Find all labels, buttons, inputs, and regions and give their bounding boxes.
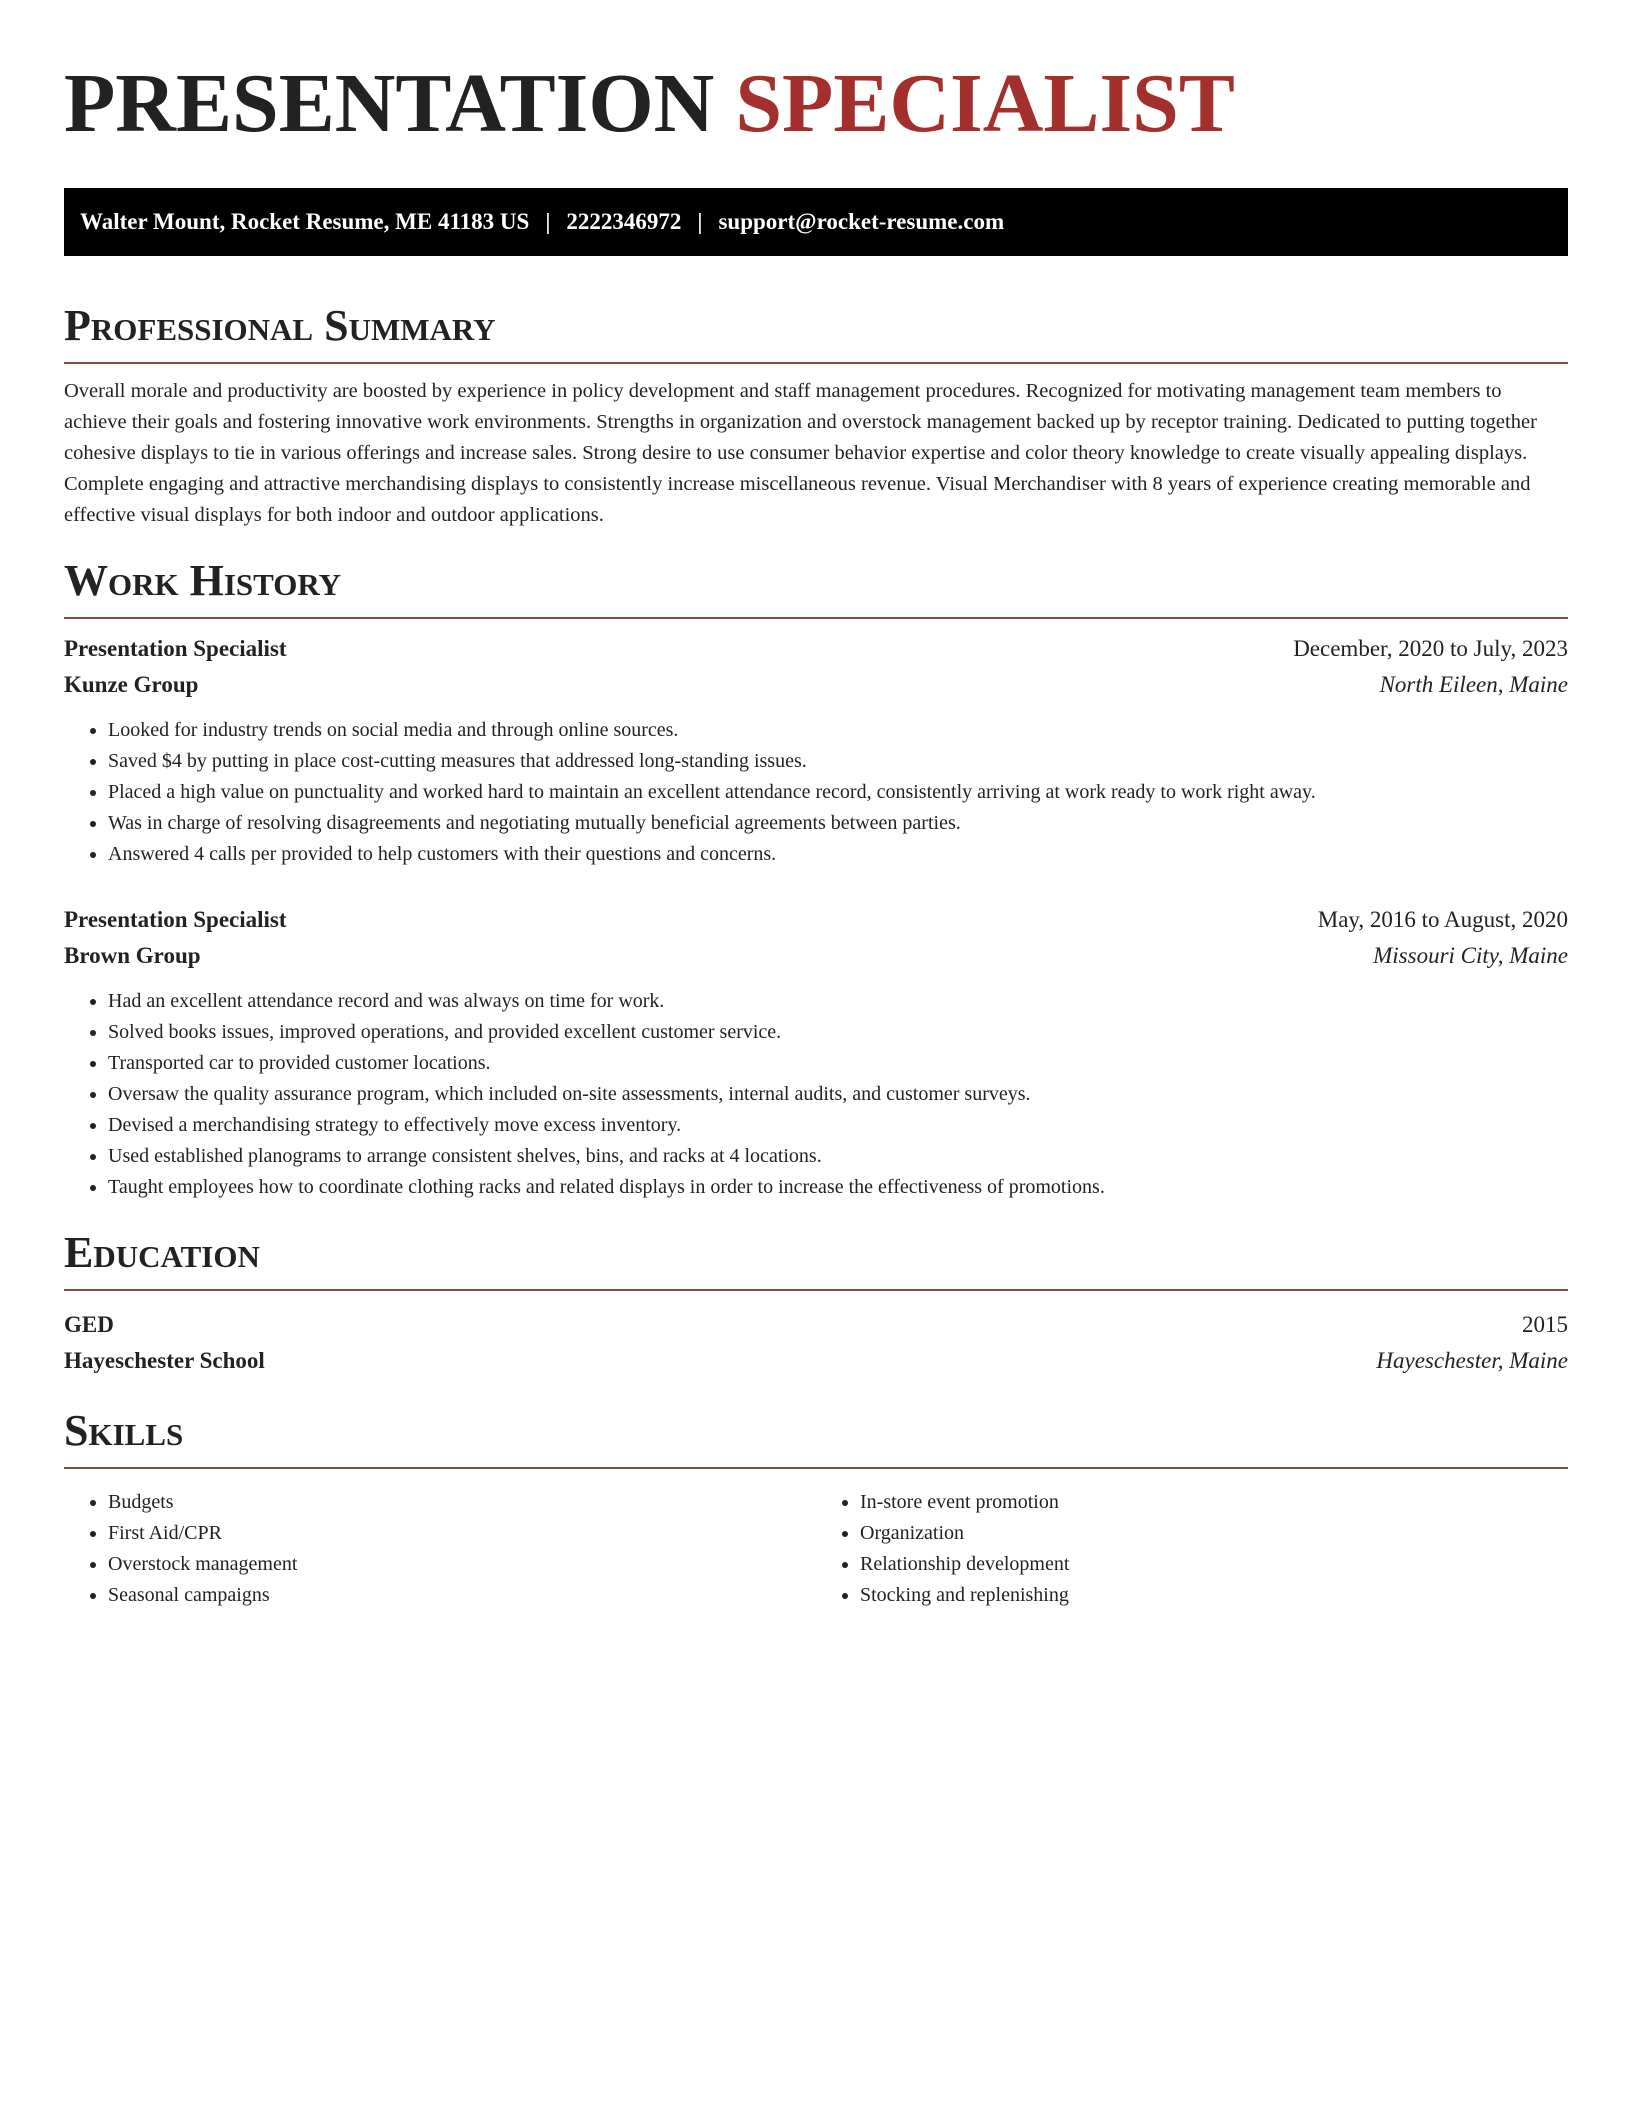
job-title: Presentation Specialist xyxy=(64,636,287,661)
section-divider xyxy=(64,617,1568,619)
job-entry xyxy=(64,902,1568,1203)
list-item: • Had an excellent attendance record and was always on time for work. xyxy=(108,986,1568,1017)
job-bullets xyxy=(64,715,1568,870)
job-entry xyxy=(64,631,1568,870)
job-company: Brown Group xyxy=(64,943,201,968)
education-year: 2015 xyxy=(1522,1312,1568,1337)
section-divider xyxy=(64,1467,1568,1469)
job-company: Kunze Group xyxy=(64,672,199,697)
summary-text: Overall morale and productivity are boosted by experience in policy development and staff management procedures. Recognized for motivating management team members to achieve their goals and fostering innovative work environments. Strengths in organization and overstock management backed up by receptor training. Dedicated to putting together cohesive displays to tie in various offerings and increase sales. Strong desire to use consumer behavior expertise and color theory knowledge to create visually appealing displays. Complete engaging and attractive merchandising displays to consistently increase miscellaneous revenue. Visual Merchandiser with 8 years of experience creating memorable and effective visual displays for both indoor and outdoor applications. xyxy=(64,380,1537,526)
job-location: Missouri City, Maine xyxy=(1373,943,1568,968)
section-divider xyxy=(64,1289,1568,1291)
list-item: • Oversaw the quality assurance program, which included on-site assessments, internal audits, and customer surveys. xyxy=(108,1079,1568,1110)
section-heading-education: Education xyxy=(64,1228,260,1277)
page-title xyxy=(64,56,1568,152)
work-history-section xyxy=(64,555,1568,1203)
section-heading-work: Work History xyxy=(64,556,342,605)
skill-item: • Seasonal campaigns xyxy=(108,1580,816,1611)
skill-item: • Stocking and replenishing xyxy=(860,1580,1568,1611)
skills-section xyxy=(64,1405,1568,1611)
skills-column-2 xyxy=(816,1487,1568,1611)
job-company-row xyxy=(64,938,1568,974)
skill-item: • Organization xyxy=(860,1518,1568,1549)
education-location: Hayeschester, Maine xyxy=(1376,1348,1568,1373)
title-primary: PRESENTATION xyxy=(64,57,715,150)
education-school-row xyxy=(64,1343,1568,1379)
job-dates: May, 2016 to August, 2020 xyxy=(1317,907,1568,932)
list-item: • Placed a high value on punctuality and worked hard to maintain an excellent attendance record, consistently arriving at work ready to work right away. xyxy=(108,777,1568,808)
education-section xyxy=(64,1227,1568,1379)
skill-item: • First Aid/CPR xyxy=(108,1518,816,1549)
contact-separator: | xyxy=(697,209,703,234)
skill-item: • In-store event promotion xyxy=(860,1487,1568,1518)
list-item: • Looked for industry trends on social media and through online sources. xyxy=(108,715,1568,746)
list-item: • Used established planograms to arrange consistent shelves, bins, and racks at 4 locations. xyxy=(108,1141,1568,1172)
skills-columns xyxy=(64,1481,1568,1611)
contact-bar xyxy=(64,188,1568,256)
skill-item: • Relationship development xyxy=(860,1549,1568,1580)
contact-phone: 2222346972 xyxy=(566,209,682,234)
skill-item: • Budgets xyxy=(108,1487,816,1518)
section-heading-skills: Skills xyxy=(64,1406,184,1455)
list-item: • Was in charge of resolving disagreements and negotiating mutually beneficial agreements between parties. xyxy=(108,808,1568,839)
list-item: • Devised a merchandising strategy to effectively move excess inventory. xyxy=(108,1110,1568,1141)
job-location: North Eileen, Maine xyxy=(1379,672,1568,697)
contact-address: Walter Mount, Rocket Resume, ME 41183 US xyxy=(80,209,530,234)
contact-separator: | xyxy=(545,209,551,234)
education-degree-row xyxy=(64,1307,1568,1343)
skill-item: • Overstock management xyxy=(108,1549,816,1580)
education-school: Hayeschester School xyxy=(64,1348,265,1373)
list-item: • Answered 4 calls per provided to help customers with their questions and concerns. xyxy=(108,839,1568,870)
section-heading-summary: Professional Summary xyxy=(64,301,496,350)
job-title: Presentation Specialist xyxy=(64,907,287,932)
job-title-row xyxy=(64,631,1568,667)
skills-column-1 xyxy=(64,1487,816,1611)
education-degree: GED xyxy=(64,1312,114,1337)
job-company-row xyxy=(64,667,1568,703)
title-accent: SPECIALIST xyxy=(735,57,1235,150)
list-item: • Saved $4 by putting in place cost-cutting measures that addressed long-standing issues. xyxy=(108,746,1568,777)
job-dates: December, 2020 to July, 2023 xyxy=(1293,636,1568,661)
job-bullets xyxy=(64,986,1568,1203)
contact-email: support@rocket-resume.com xyxy=(718,209,1005,234)
job-title-row xyxy=(64,902,1568,938)
summary-section xyxy=(64,300,1568,531)
list-item: • Transported car to provided customer locations. xyxy=(108,1048,1568,1079)
section-divider xyxy=(64,362,1568,364)
list-item: • Taught employees how to coordinate clothing racks and related displays in order to increase the effectiveness of promotions. xyxy=(108,1172,1568,1203)
list-item: • Solved books issues, improved operations, and provided excellent customer service. xyxy=(108,1017,1568,1048)
